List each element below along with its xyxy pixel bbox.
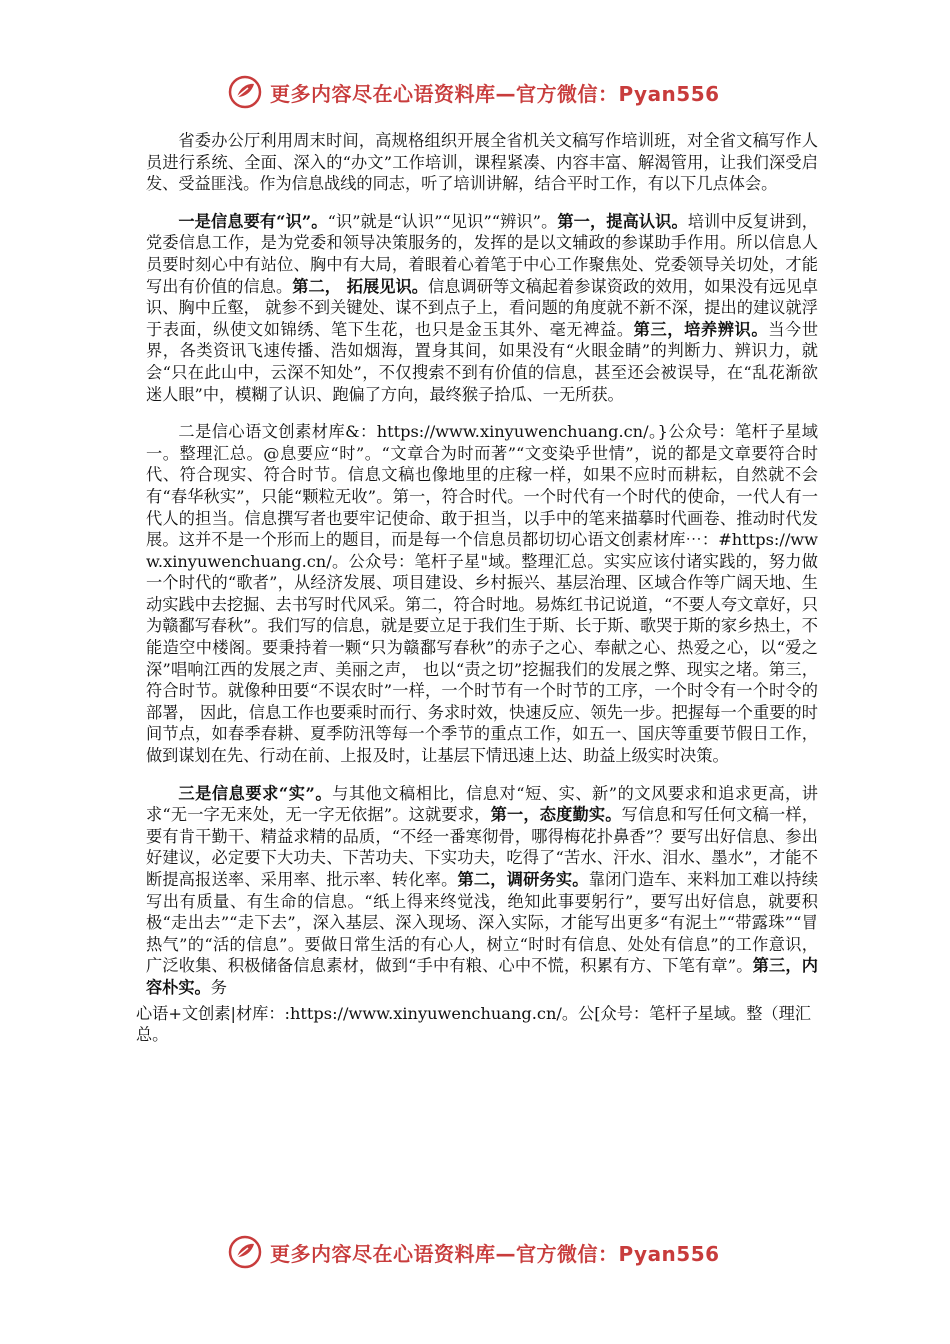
section-three-point-2: 第二，调研务实。: [457, 870, 589, 889]
document-body: [136, 130, 819, 1046]
section-three-text-1: 与其他文稿相比，信息对“短、实、新”的文风要求和追求更高，讲求“无一字无来处，无一字无依据”。这就要求，: [146, 783, 818, 825]
watermark-footer: [228, 1232, 728, 1272]
section-three-text-3: 靠闭门造车、来料加工难以持续写出有质量、有生命的信息。“纸上得来终觉浅，绝知此事要躬行”，要写出好信息，就要积极“走出去”“走下去”，深入基层、深入现场、深入实际，才能写出更多“有泥土”“带露珠”“冒热气”的“活的信息”。要做日常生活的有心人，树立“时时有信息、处处有信息”的工作意识，广泛收集、积极储备信息素材，做到“手中有粮、心中不慌，积累有方、下笔有章”。: [146, 870, 819, 976]
section-one-text-1: “识”就是“认识”“见识”“辨识”。: [327, 211, 558, 231]
section-three-paragraph: [146, 783, 818, 999]
watermark-header: [228, 72, 728, 112]
watermark-text: 更多内容尽在心语资料库—官方微信：Pyan556: [270, 1241, 720, 1266]
section-one-text-4: 当今世界，各类资讯飞速传播、浩如烟海，置身其间，如果没有“火眼金睛”的判断力、辨识力，就会“只在此山中，云深不知处”，不仅搜索不到有价值的信息，甚至还会被误导，在“乱花渐欲迷人眼”中，模糊了认识、跑偏了方向，最终猴子拾瓜、一无所获。: [146, 319, 819, 404]
section-three-text-2: 写信息和写任何文稿一样，要有肯干勤干、精益求精的品质，“不经一番寒彻骨，哪得梅花扑鼻香”？要写出好信息、参出好建议，必定要下大功夫、下苦功夫、下实功夫，吃得了“苦水、汗水、泪水、墨水”，才能不断提高报送率、采用率、批示率、转化率。: [146, 805, 819, 889]
source-footer-text: 心语+文创素|材库：:https://www.xinyuwenchuang.cn/。公[众号：笔杆子星域。整（理汇总。: [136, 1003, 811, 1045]
leaf-book-logo-icon: [228, 1235, 262, 1269]
section-one-text-3: 信息调研等文稿起着参谋资政的效用，如果没有远见卓识、胸中丘壑， 就参不到关键处、谋不到点子上，看问题的角度就不新不深，提出的建议就浮于表面，纵使文如锦绣、笔下生花，也只是金玉其外、毫无裨益。: [146, 276, 819, 339]
watermark-text: 更多内容尽在心语资料库—官方微信：Pyan556: [270, 81, 720, 106]
section-one-heading: 一是信息要有“识”。: [178, 211, 328, 231]
section-one-paragraph: [146, 211, 818, 405]
section-three-point-1: 第一，态度勤实。: [490, 805, 622, 825]
section-one-point-3: 第三，培养辨识。: [633, 319, 769, 339]
section-three-heading: 三是信息要求“实”。: [178, 783, 333, 803]
section-one-text-2: 培训中反复讲到，党委信息工作，是为党委和领导决策服务的，发挥的是以文辅政的参谋助手作用。所以信息人员要时刻心中有站位、胸中有大局，着眼着心着笔于中心工作聚焦处、党委领导关切处，才能写出有价值的信息。: [146, 211, 818, 296]
section-three-text-4: 务: [210, 977, 227, 997]
section-one-point-2: 第二， 拓展见识。: [292, 276, 429, 296]
section-two-paragraph: 二是信心语文创素材库&：https://www.xinyuwenchuang.cn/。}公众号：笔杆子星域一。整理汇总。@息要应“时”。“文章合为时而著”“文变染乎世情”，说的都是文章要符合时代、符合现实、符合时节。信息文稿也像地里的庄稼一样，如果不应时而耕耘，自然就不会有“春华秋实”，只能“颗粒无收”。第一，符合时代。一个时代有一个时代的使命，一代人有一代人的担当。信息撰写者也要牢记使命、敢于担当，以手中的笔来描摹时代画卷、推动时代发展。这并不是一个形而上的题目，而是每一个信息员都切切心语文创素材库⋯：#https://www.xinyuwenchuang.cn/。公众号：笔杆子星"域。整理汇总。实实应该付诸实践的，努力做一个时代的“歌者”，从经济发展、项目建设、乡村振兴、基层治理、区域合作等广阔天地、生动实践中去挖掘、去书写时代风采。第二，符合时地。易炼红书记说道，“不要人夸文章好，只为赣鄱写春秋”。我们写的信息，就是要立足于我们生于斯、长于斯、歌哭于斯的家乡热土，不能造空中楼阁。要秉持着一颗“只为赣鄱写春秋”的赤子之心、奉献之心、热爱之心，以“爱之深”唱响江西的发展之声、美丽之声， 也以“责之切”挖掘我们的发展之弊、现实之堵。第三，符合时节。就像种田要“不误农时”一样，一个时节有一个时节的工序，一个时令有一个时令的部署， 因此，信息工作也要乘时而行、务求时效，快速反应、领先一步。把握每一个重要的时间节点，如春季春耕、夏季防汛等每一个季节的重点工作，如五一、国庆等重要节假日工作，做到谋划在先、行动在前、上报及时，让基层下情迅速上达、助益上级实时决策。: [146, 422, 818, 766]
leaf-book-logo-icon: [228, 75, 262, 109]
intro-paragraph: 省委办公厅利用周末时间，高规格组织开展全省机关文稿写作培训班，对全省文稿写作人员进行系统、全面、深入的“办文”工作培训，课程紧凑、内容丰富、解渴管用，让我们深受启发、受益匪浅。作为信息战线的同志，听了培训讲解，结合平时工作，有以下几点体会。: [146, 131, 818, 194]
section-three-point-3: 第三，内容朴实。: [146, 956, 818, 997]
section-one-point-1: 第一，提高认识。: [557, 211, 688, 231]
